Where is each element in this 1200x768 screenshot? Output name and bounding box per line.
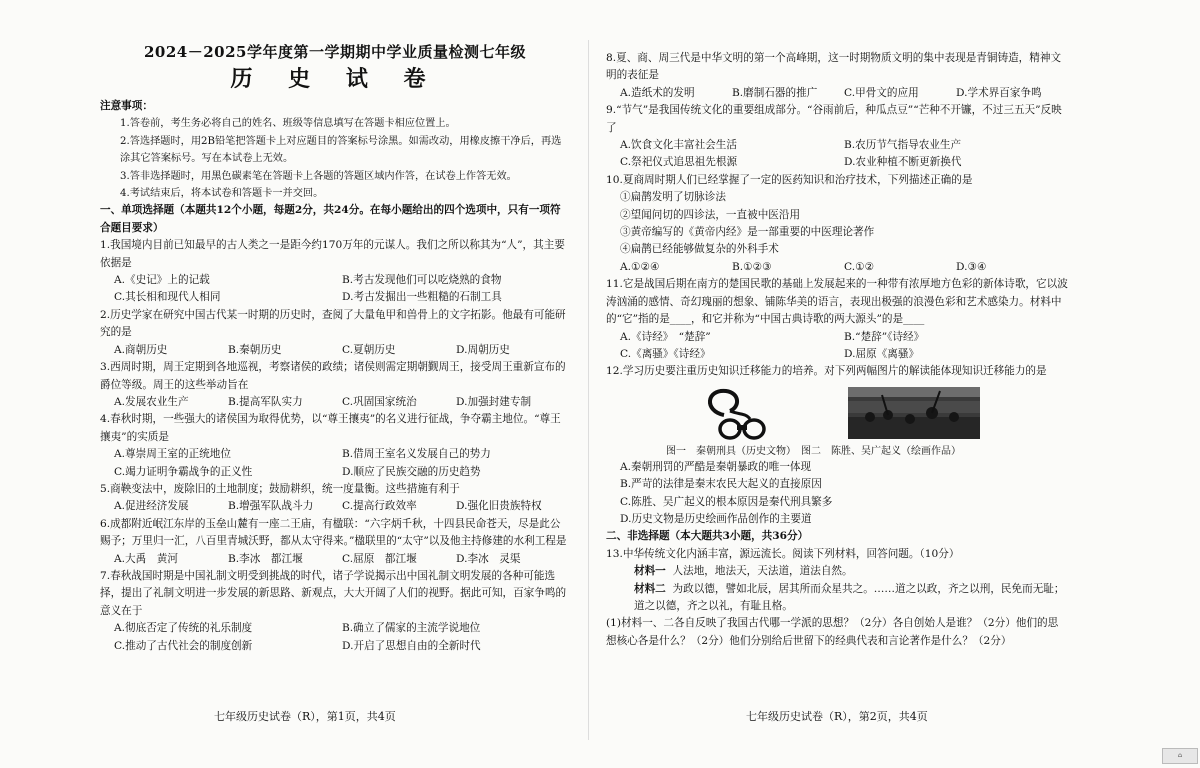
question-stem: 3.西周时期，周王定期到各地巡视，考察诸侯的政绩；诸侯则需定期朝觐周王，接受周王重新宣布的爵位等级。周王的这些举动旨在 [100, 361, 566, 391]
question-stem: 9.“节气”是我国传统文化的重要组成部分。“谷雨前后，种瓜点豆”“芒种不开镰，不过三五天”反映了 [606, 104, 1062, 134]
watermark-logo-icon: ⌂ [1162, 748, 1198, 764]
question-stem: 10.夏商周时期人们已经掌握了一定的医药知识和治疗技术，下列描述正确的是 [606, 173, 973, 186]
option-c: C.甲骨文的应用 [844, 86, 919, 99]
material-text: 人法地，地法天，天法道，道法自然。 [672, 565, 853, 578]
question-4 [100, 411, 570, 481]
column-divider [588, 40, 589, 740]
material-1 [606, 563, 1068, 580]
option-c: C.《离骚》《诗经》 [620, 347, 711, 360]
option-d: D.考古发掘出一些粗糙的石制工具 [342, 291, 502, 304]
option-b: B.农历节气指导农业生产 [844, 139, 962, 152]
subject-title: 历 史 试 卷 [230, 66, 440, 92]
option-b: B.严苛的法律是秦末农民大起义的直接原因 [620, 478, 822, 491]
question-stem: 11.它是战国后期在南方的楚国民歌的基础上发展起来的一种带有浓厚地方色彩的新体诗歌，它以波涛汹涌的感情、奇幻瑰丽的想象、铺陈华美的语言，表现出极强的浪漫色彩和艺术感染力。材料中的“它”指的是____，和它并称为“中国古典诗歌的两大源头”的是____ [606, 278, 1068, 326]
option-d: D.学术界百家争鸣 [956, 86, 1042, 99]
option-c: C.屈原 都江堰 [342, 552, 417, 565]
question-2 [100, 307, 570, 359]
footer-left: 七年级历史试卷（R），第1页，共4页 [214, 710, 396, 723]
option-c: C.陈胜、吴广起义的根本原因是秦代刑具繁多 [620, 495, 833, 508]
question-6 [100, 516, 570, 568]
note-item: 4.考试结束后，将本试卷和答题卡一并交回。 [120, 188, 324, 200]
right-column [606, 0, 1068, 768]
note-item: 3.答非选择题时，用黑色碳素笔在答题卡上各题的答题区域内作答，在试卷上作答无效。 [120, 170, 517, 182]
material-label: 材料二 [634, 582, 666, 595]
option-a: A.①②④ [620, 260, 660, 273]
material-2 [606, 581, 1068, 616]
option-c: C.推动了古代社会的制度创新 [114, 639, 253, 652]
option-a: A.饮食文化丰富社会生活 [620, 139, 737, 152]
option-b: B.秦朝历史 [228, 343, 282, 356]
option-c: C.夏朝历史 [342, 343, 396, 356]
question-stem: 5.商鞅变法中，废除旧的土地制度；鼓励耕织，统一度量衡。这些措施有利于 [100, 482, 460, 495]
section1-heading: 一、单项选择题（本题共12个小题，每题2分，共24分。在每小题给出的四个选项中，只有一项符合题目要求） [100, 204, 561, 234]
option-d: D.加强封建专制 [456, 395, 532, 408]
section2-heading: 二、非选择题（本大题共3小题，共36分） [606, 530, 809, 543]
statement-item: ④扁鹊已经能够做复杂的外科手术 [620, 243, 779, 256]
question-stem: 7.春秋战国时期是中国礼制文明受到挑战的时代，诸子学说揭示出中国礼制文明发展的各种可能选择，提出了礼制文明进一步发展的新思路、新观点，大大开阔了人们的视野。据此可知，百家争鸣的意义在于 [100, 569, 567, 617]
statement-item: ②望闻问切的四诊法，一直被中医沿用 [620, 208, 801, 221]
option-b: B.确立了儒家的主流学说地位 [342, 622, 481, 635]
footer-right: 七年级历史试卷（R），第2页，共4页 [746, 710, 928, 723]
notes-heading: 注意事项： [100, 100, 153, 112]
option-a: A.《诗经》 “楚辞” [620, 330, 711, 343]
option-d: D.开启了思想自由的全新时代 [342, 639, 481, 652]
option-c: C.提高行政效率 [342, 500, 417, 513]
option-c: C.祭祀仪式追思祖先根源 [620, 156, 738, 169]
note-item: 2.答选择题时，用2B铅笔把答题卡上对应题目的答案标号涂黑。如需改动，用橡皮擦干净后，再选涂其它答案标号。写在本试卷上无效。 [120, 135, 562, 165]
option-a: A.《史记》上的记载 [114, 274, 210, 287]
option-d: D.屈原《离骚》 [844, 347, 920, 360]
option-b: B.“楚辞”《诗经》 [844, 330, 925, 343]
question-3 [100, 359, 570, 411]
question-8 [606, 50, 1068, 102]
uprising-painting [848, 387, 980, 439]
shackles-figure [700, 385, 780, 447]
option-a: A.彻底否定了传统的礼乐制度 [114, 622, 253, 635]
option-b: B.李冰 都江堰 [228, 552, 303, 565]
option-c: C.竭力证明争霸战争的正义性 [114, 465, 253, 478]
material-text: 为政以德，譬如北辰，居其所而众星共之。……道之以政，齐之以刑，民免而无耻；道之以德，齐之以礼，有耻且格。 [634, 582, 1065, 612]
option-b: B.①②③ [732, 260, 772, 273]
option-a: A.造纸术的发明 [620, 86, 695, 99]
option-d: D.周朝历史 [456, 343, 510, 356]
option-d: D.农业种植不断更新换代 [844, 156, 962, 169]
exam-title: 2024－2025学年度第一学期期中学业质量检测七年级 [144, 43, 526, 61]
question-stem: 8.夏、商、周三代是中华文明的第一个高峰期，这一时期物质文明的集中表现是青铜铸造，精神文明的表征是 [606, 52, 1062, 82]
question-1 [100, 237, 570, 307]
question-13-sub1: (1)材料一、二各自反映了我国古代哪一学派的思想？（2分）各自创始人是谁？（2分）他们的思想核心各是什么？（2分）他们分别给后世留下的经典代表和言论著作是什么？（2分） [606, 617, 1059, 647]
option-d: D.顺应了民族交融的历史趋势 [342, 465, 481, 478]
option-b: B.考古发现他们可以吃烧熟的食物 [342, 274, 502, 287]
option-a: A.发展农业生产 [114, 395, 189, 408]
option-d: D.③④ [956, 260, 987, 273]
question-9 [606, 102, 1068, 172]
left-column [100, 0, 570, 768]
option-a: A.促进经济发展 [114, 500, 189, 513]
question-11 [606, 276, 1068, 363]
statement-item: ③黄帝编写的《黄帝内经》是一部重要的中医理论著作 [620, 226, 875, 239]
question-7 [100, 568, 570, 655]
option-d: D.强化旧贵族特权 [456, 500, 542, 513]
question-13-stem: 13.中华传统文化内涵丰富，源远流长。阅读下列材料，回答问题。（10分） [606, 547, 960, 560]
question-5 [100, 481, 570, 516]
option-d: D.历史文物是历史绘画作品创作的主要道 [620, 512, 812, 525]
question-stem: 2.历史学家在研究中国古代某一时期的历史时，查阅了大量龟甲和兽骨上的文字拓影。他最有可能研究的是 [100, 308, 566, 339]
crowd-silhouettes [848, 387, 980, 439]
question-12 [606, 363, 1068, 528]
option-c: C.巩固国家统治 [342, 395, 417, 408]
option-b: B.借周王室名义发展自己的势力 [342, 448, 491, 461]
option-b: B.提高军队实力 [228, 395, 303, 408]
question-10 [606, 172, 1068, 276]
option-c: C.①② [844, 260, 875, 273]
question-stem: 12.学习历史要注重历史知识迁移能力的培养。对下列两幅图片的解读能体现知识迁移能力的是 [606, 365, 1047, 378]
option-c: C.其长相和现代人相同 [114, 291, 221, 304]
option-a: A.商朝历史 [114, 343, 168, 356]
option-b: B.增强军队战斗力 [228, 500, 314, 513]
option-a: A.尊崇周王室的正统地位 [114, 448, 231, 461]
question-stem: 4.春秋时期，一些强大的诸侯国为取得优势，以“尊王攘夷”的名义进行征战，争夺霸主地位。“尊王攘夷”的实质是 [100, 413, 561, 443]
statement-item: ①扁鹊发明了切脉诊法 [620, 191, 726, 204]
option-a: A.秦朝刑罚的严酷是秦朝暴政的唯一体现 [620, 460, 812, 473]
question-stem: 6.成都附近岷江东岸的玉垒山麓有一座二王庙，有楹联：“六字炳千秋，十四县民命苍天，尽是此公赐予；万里归一汇，八百里青城沃野，都从太守得来。”楹联里的“太守”以及他主持修建的水利工程是 [100, 517, 567, 548]
material-label: 材料一 [634, 565, 666, 578]
option-d: D.李冰 灵渠 [456, 552, 521, 565]
figure-row [606, 385, 1068, 459]
question-stem: 1.我国境内目前已知最早的古人类之一是距今约170万年的元谋人。我们之所以称其为“人”，其主要依据是 [100, 239, 565, 269]
note-item: 1.答卷前，考生务必将自己的姓名、班级等信息填写在答题卡相应位置上。 [120, 118, 456, 130]
option-b: B.磨制石器的推广 [732, 86, 818, 99]
option-a: A.大禹 黄河 [114, 552, 178, 565]
figure-caption: 图一 秦朝刑具（历史文物） 图二 陈胜、吴广起义（绘画作品） [666, 445, 961, 457]
